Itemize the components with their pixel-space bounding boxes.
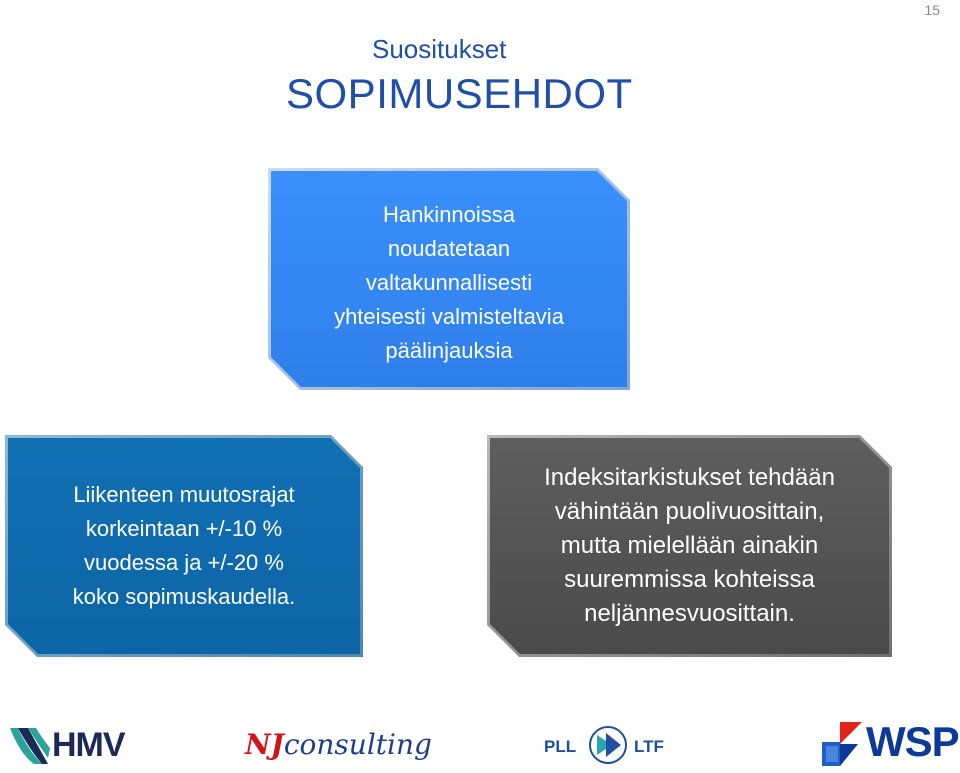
- card-line: vuodessa ja +/-20 %: [84, 550, 284, 575]
- card-line: koko sopimuskaudella.: [72, 584, 296, 609]
- card-line: neljännesvuosittain.: [584, 600, 795, 627]
- wsp-logo: [818, 718, 958, 770]
- hmv-logo: [8, 724, 128, 766]
- card-line: korkeintaan +/-10 %: [85, 516, 283, 541]
- card-line: yhteisesti valmisteltavia: [334, 304, 564, 329]
- pll-logo-text: PLL: [544, 737, 577, 756]
- slide-title: SOPIMUSEHDOT: [286, 70, 633, 117]
- card-line: vähintään puolivuosittain,: [554, 498, 825, 525]
- hmv-mark-icon: [8, 724, 52, 766]
- card-text: [268, 168, 630, 394]
- card-line: mutta mielellään ainakin: [560, 532, 819, 559]
- card-line: Indeksitarkistukset tehdään: [544, 464, 835, 491]
- card-text: [487, 435, 892, 657]
- recommendation-card-procurement: [268, 168, 630, 390]
- card-line: noudatetaan: [387, 236, 511, 261]
- card-line: suuremmissa kohteissa: [564, 566, 815, 593]
- ltf-logo-text: LTF: [634, 737, 664, 756]
- card-line: valtakunnallisesti: [365, 270, 533, 295]
- recommendation-card-index-review: [487, 435, 892, 657]
- recommendation-card-traffic-limits: [5, 435, 363, 657]
- hmv-logo-text: HMV: [52, 726, 125, 764]
- slide-subtitle: Suositukset: [372, 34, 507, 64]
- card-line: Hankinnoissa: [382, 202, 516, 227]
- nj-logo-bold: NJ: [245, 728, 284, 761]
- wsp-logo-text: WSP: [866, 718, 959, 765]
- card-text: [5, 435, 363, 657]
- nj-logo-rest: consulting: [283, 728, 432, 761]
- card-line: Liikenteen muutosrajat: [73, 482, 295, 507]
- pll-ltf-logo: [544, 722, 684, 768]
- footer-logos: [0, 712, 960, 773]
- card-line: päälinjauksia: [385, 338, 513, 363]
- nj-consulting-logo: [245, 728, 432, 761]
- wsp-mark-icon: [818, 718, 864, 768]
- pll-emblem-icon: [588, 725, 628, 765]
- page-number: 15: [924, 2, 940, 18]
